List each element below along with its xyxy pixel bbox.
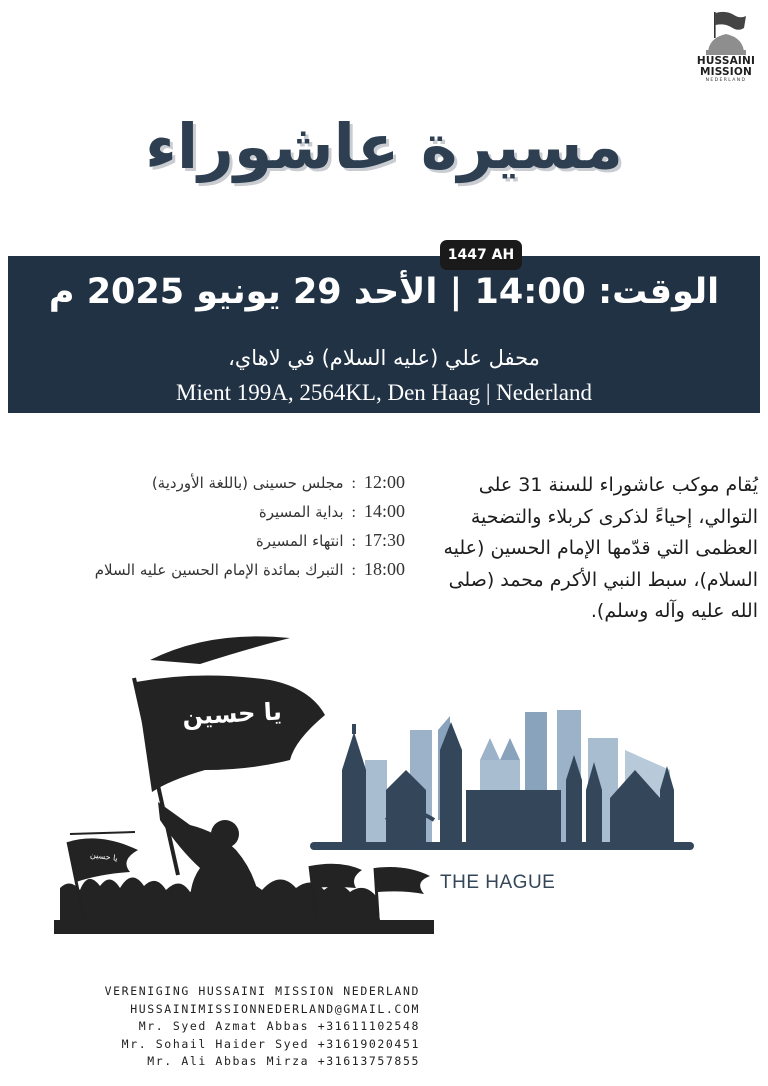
hijri-year-badge: 1447 AH (440, 240, 522, 270)
small-flag-right (375, 867, 430, 894)
page-title: مسيرة عاشوراء (145, 110, 623, 183)
contact-phone: Mr. Sohail Haider Syed +31619020451 (121, 1036, 420, 1051)
schedule-separator: : (351, 475, 356, 492)
procession-skyline-illustration (40, 620, 720, 940)
logo-word-mission: MISSION (699, 66, 753, 78)
event-venue: محفل علي (عليه السلام) في لاهاي، (228, 346, 540, 370)
logo-word-nederland: NEDERLAND (705, 78, 747, 83)
schedule-separator: : (351, 504, 356, 521)
schedule-item (10, 472, 405, 501)
schedule-time: 12:00 (363, 472, 405, 492)
logo-word-hussaini: HUSSAINI (696, 55, 756, 67)
mosque-flag-icon (704, 10, 748, 56)
schedule-label: التبرك بمائدة الإمام الحسين عليه السلام (94, 561, 344, 579)
hussaini-mission-logo (694, 10, 758, 90)
event-date-time: الوقت: 14:00 | الأحد 29 يونيو 2025 م (48, 272, 720, 312)
hague-skyline (310, 710, 694, 850)
schedule-list (10, 472, 405, 588)
schedule-separator: : (351, 533, 356, 550)
contact-phone: Mr. Syed Azmat Abbas +31611102548 (138, 1019, 420, 1033)
main-flag (136, 675, 325, 792)
main-flag-text: يا حسين (181, 697, 283, 731)
hague-label: THE HAGUE (440, 872, 556, 893)
schedule-item (10, 530, 405, 559)
schedule-time: 17:30 (363, 530, 405, 550)
contact-email[interactable]: HUSSAINIMISSIONNEDERLAND@GMAIL.COM (130, 1001, 420, 1016)
schedule-time: 14:00 (363, 501, 405, 521)
schedule-item (10, 559, 405, 588)
schedule-label: بداية المسيرة (258, 503, 344, 521)
small-flag-text: يا حسين (89, 850, 119, 863)
schedule-label: مجلس حسينى (باللغة الأوردية) (151, 474, 344, 492)
contact-phone: Mr. Ali Abbas Mirza +31613757855 (147, 1054, 420, 1068)
event-address: Mient 199A, 2564KL, Den Haag | Nederland (176, 380, 592, 405)
organization-name: VERENIGING HUSSAINI MISSION NEDERLAND (104, 984, 420, 998)
schedule-item (10, 501, 405, 530)
small-flag-middle (310, 864, 362, 888)
schedule-separator: : (351, 562, 356, 579)
footer-contacts (20, 983, 420, 1071)
schedule-label: انتهاء المسيرة (255, 532, 344, 550)
intro-paragraph: يُقام موكب عاشوراء للسنة 31 على التوالي، إحياءً لذكرى كربلاء والتضحية العظمى التي قدّمها الإمام الحسين (عليه السلام)، سبط النبي الأكرم محمد (صلى الله عليه وآله وسلم). (443, 474, 758, 622)
schedule-time: 18:00 (363, 559, 405, 579)
